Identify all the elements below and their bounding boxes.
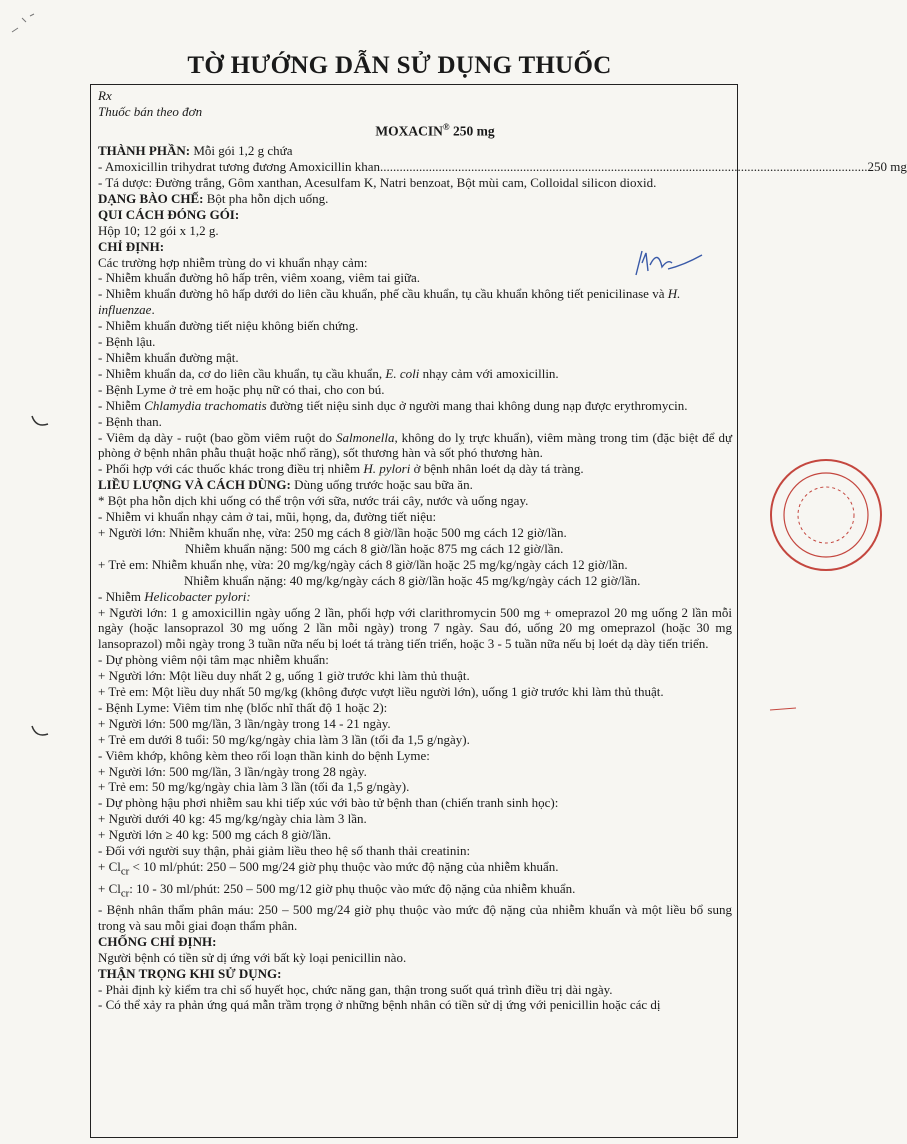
dosage-item: + Người lớn: Nhiễm khuẩn nhẹ, vừa: 250 mg cách 8 giờ/lần hoặc 500 mg cách 12 giờ/lần. <box>98 524 567 540</box>
active-ingredient-label: - Amoxicillin trihydrat tương đương Amoxicillin khan <box>98 159 381 175</box>
precaution-item: - Có thể xảy ra phản ứng quá mẫn trầm trọng ở những bệnh nhân có tiền sử dị ứng với penicillin hoặc các dị <box>98 997 661 1013</box>
dosage-item: + Người lớn: 500 mg/lần, 3 lần/ngày trong 28 ngày. <box>98 763 367 779</box>
active-ingredient-value: 250 mg <box>867 159 907 175</box>
dosage-item: + Người lớn: Một liều duy nhất 2 g, uống 1 giờ trước khi làm thủ thuật. <box>98 668 470 684</box>
precaution-item: - Phải định kỳ kiểm tra chỉ số huyết học, chức năng gan, thận trong suốt quá trình điều trị dài ngày. <box>98 981 613 997</box>
dosage-item: - Dự phòng viêm nội tâm mạc nhiễm khuẩn: <box>98 652 329 668</box>
organism-name: E. coli <box>385 365 420 381</box>
indication-item: - Bệnh lậu. <box>98 334 156 350</box>
punch-hole-mark <box>30 720 52 742</box>
organism-name: H. pylori <box>363 461 411 477</box>
packaging-text: Hộp 10; 12 gói x 1,2 g. <box>98 222 219 238</box>
handwritten-signature <box>628 245 708 281</box>
contraindications-text: Người bệnh có tiền sử dị ứng với bất kỳ loại penicillin nào. <box>98 949 407 965</box>
dosage-item: - Nhiễm vi khuẩn nhạy cảm ở tai, mũi, họng, da, đường tiết niệu: <box>98 509 437 525</box>
dosage-text: - Nhiễm <box>98 588 145 604</box>
indication-text: , không do lỵ trực khuẩn), viêm màng trong tim (đặc biệt để dự phòng ở bệnh nhân phẫu thuật hoặc nhổ răng), sốt thương hàn và sốt phó thương hàn. <box>98 429 732 461</box>
registered-mark: ® <box>442 121 450 132</box>
dosage-form-heading: DẠNG BÀO CHẾ: <box>98 190 204 206</box>
composition-heading-line <box>98 143 732 159</box>
indication-item: - Bệnh Lyme ở trẻ em hoặc phụ nữ có thai, cho con bú. <box>98 381 385 397</box>
active-ingredient-line <box>98 159 907 175</box>
red-edge-mark <box>768 700 798 720</box>
dosage-item <box>98 589 732 605</box>
red-stamp <box>768 440 828 590</box>
indication-text: nhạy cảm với amoxicillin. <box>419 365 559 381</box>
indication-text: - Phối hợp với các thuốc khác trong điều trị nhiễm <box>98 461 364 477</box>
indications-intro: Các trường hợp nhiễm trùng do vi khuẩn nhạy cảm: <box>98 254 368 270</box>
dosage-item <box>98 881 732 903</box>
dosage-form-text: Bột pha hỗn dịch uống. <box>203 190 329 206</box>
product-strength: 250 mg <box>449 123 495 139</box>
excipients: - Tá dược: Đường trắng, Gôm xanthan, Acesulfam K, Natri benzoat, Bột mùi cam, Colloidal silicon dioxid. <box>98 175 657 191</box>
indication-text: đường tiết niệu sinh dục ở người mang thai không dung nạp được erythromycin. <box>266 397 688 413</box>
contraindications-heading: CHỐNG CHỈ ĐỊNH: <box>98 933 217 949</box>
indication-text: - Nhiễm khuẩn da, cơ do liên cầu khuẩn, tụ cầu khuẩn, <box>98 365 386 381</box>
indication-item <box>98 430 732 462</box>
indication-item: - Bệnh than. <box>98 413 162 429</box>
indication-item: - Nhiễm khuẩn đường tiết niệu không biến chứng. <box>98 318 359 334</box>
indication-text: ở bệnh nhân loét dạ dày tá tràng. <box>410 461 584 477</box>
precautions-heading: THẬN TRỌNG KHI SỬ DỤNG: <box>98 965 282 981</box>
dot-leader: ...................................................................................................................................................... <box>380 159 868 175</box>
product-name <box>98 120 732 139</box>
dosage-item: - Bệnh Lyme: Viêm tim nhẹ (blốc nhĩ thất độ 1 hoặc 2): <box>98 699 388 715</box>
dosage-item: Nhiễm khuẩn nặng: 500 mg cách 8 giờ/lần hoặc 875 mg cách 12 giờ/lần. <box>185 540 564 556</box>
dosage-item: + Trẻ em: Nhiễm khuẩn nhẹ, vừa: 20 mg/kg/ngày cách 8 giờ/lần hoặc 25 mg/kg/ngày cách 12 giờ/lần. <box>98 556 628 572</box>
indication-text: . <box>151 302 155 318</box>
indication-item <box>98 286 732 318</box>
dosage-item: - Viêm khớp, không kèm theo rối loạn thần kinh do bệnh Lyme: <box>98 747 430 763</box>
dosage-item: + Người lớn: 1 g amoxicillin ngày uống 2 lần, phối hợp với clarithromycin 500 mg + omeprazol 20 mg uống 2 lần mỗi ngày (hoặc lansoprazol 30 mg uống 2 lần mỗi ngày) trong 7 ngày. Sau đó, uống 20 mg omeprazol (hoặc 30 mg lansoprazol) mỗi ngày trong 3 tuần nữa nếu bị loét tá tràng tiến triển, hoặc 3 - 5 tuần nữa nếu bị loét dạ dày tiến triển. <box>98 604 732 652</box>
indication-item <box>98 366 732 382</box>
organism-name: Salmonella <box>335 429 395 445</box>
dosage-item: - Đối với người suy thận, phải giảm liều theo hệ số thanh thải creatinin: <box>98 843 471 859</box>
dosage-item: + Trẻ em dưới 8 tuổi: 50 mg/kg/ngày chia làm 3 lần (tối đa 1,5 g/ngày). <box>98 731 470 747</box>
indication-text: - Nhiễm khuẩn đường hô hấp dưới do liên cầu khuẩn, phế cầu khuẩn, tụ cầu khuẩn không tiết penicilinase và <box>98 286 668 302</box>
dosage-item: Nhiễm khuẩn nặng: 40 mg/kg/ngày cách 8 giờ/lần hoặc 45 mg/kg/ngày cách 12 giờ/lần. <box>184 572 641 588</box>
leaflet-frame <box>90 84 907 1138</box>
dosage-text: : 10 - 30 ml/phút: 250 – 500 mg/12 giờ phụ thuộc vào mức độ nặng của nhiễm khuẩn. <box>129 880 576 896</box>
subscript: cr <box>120 865 130 878</box>
indication-text: - Nhiễm <box>98 397 145 413</box>
punch-hole-mark <box>30 408 52 430</box>
dosage-item: + Người dưới 40 kg: 45 mg/kg/ngày chia làm 3 lần. <box>98 811 367 827</box>
indications-heading: CHỈ ĐỊNH: <box>98 238 165 254</box>
dosage-item: + Người lớn: 500 mg/lần, 3 lần/ngày trong 14 - 21 ngày. <box>98 715 391 731</box>
organism-name: Helicobacter pylori: <box>144 588 251 604</box>
composition-heading: THÀNH PHẦN: <box>98 143 191 159</box>
dosage-item: + Trẻ em: Một liều duy nhất 50 mg/kg (không được vượt liều người lớn), uống 1 giờ trước khi làm thủ thuật. <box>98 684 664 700</box>
dosage-item: * Bột pha hỗn dịch khi uống có thể trộn với sữa, nước trái cây, nước và uống ngay. <box>98 493 529 509</box>
prescription-note: Thuốc bán theo đơn <box>98 103 203 119</box>
dosage-item: + Người lớn ≥ 40 kg: 500 mg cách 8 giờ/lần. <box>98 827 332 843</box>
composition-intro: Mỗi gói 1,2 g chứa <box>190 143 293 159</box>
organism-name: H. influenzae <box>98 286 681 318</box>
subscript: cr <box>120 887 130 900</box>
indication-item: - Nhiễm khuẩn đường hô hấp trên, viêm xoang, viêm tai giữa. <box>98 270 421 286</box>
dosage-text: < 10 ml/phút: 250 – 500 mg/24 giờ phụ thuộc vào mức độ nặng của nhiễm khuẩn. <box>129 859 559 874</box>
dosage-heading-line <box>98 477 732 493</box>
dosage-form-line <box>98 191 732 207</box>
document-title: TỜ HƯỚNG DẪN SỬ DỤNG THUỐC <box>187 52 612 79</box>
scan-corner-mark <box>8 10 48 40</box>
organism-name: Chlamydia trachomatis <box>144 397 267 413</box>
indication-item <box>98 398 732 414</box>
dosage-heading: LIỀU LƯỢNG VÀ CÁCH DÙNG: <box>98 477 291 493</box>
dosage-text: + Cl <box>98 859 121 874</box>
rx-label: Rx <box>98 88 112 103</box>
packaging-heading: QUI CÁCH ĐÓNG GÓI: <box>98 206 240 222</box>
indication-item <box>98 461 732 477</box>
indication-text: - Viêm dạ dày - ruột (bao gồm viêm ruột do <box>98 429 336 445</box>
dosage-item: - Bệnh nhân thẩm phân máu: 250 – 500 mg/24 giờ phụ thuộc vào mức độ nặng của nhiễm khuẩn và một liều bổ sung trong và sau mỗi giai đoạn thẩm phân. <box>98 902 732 933</box>
product-brand: MOXACIN <box>375 123 443 139</box>
dosage-item: - Dự phòng hậu phơi nhiễm sau khi tiếp xúc với bào tử bệnh than (chiến tranh sinh học): <box>98 795 559 811</box>
dosage-text: + Cl <box>98 880 121 896</box>
dosage-item: + Trẻ em: 50 mg/kg/ngày chia làm 3 lần (tối đa 1,5 g/ngày). <box>98 779 410 795</box>
dosage-item <box>98 859 732 881</box>
dosage-heading-text: Dùng uống trước hoặc sau bữa ăn. <box>290 477 473 493</box>
indication-item: - Nhiễm khuẩn đường mật. <box>98 350 239 365</box>
